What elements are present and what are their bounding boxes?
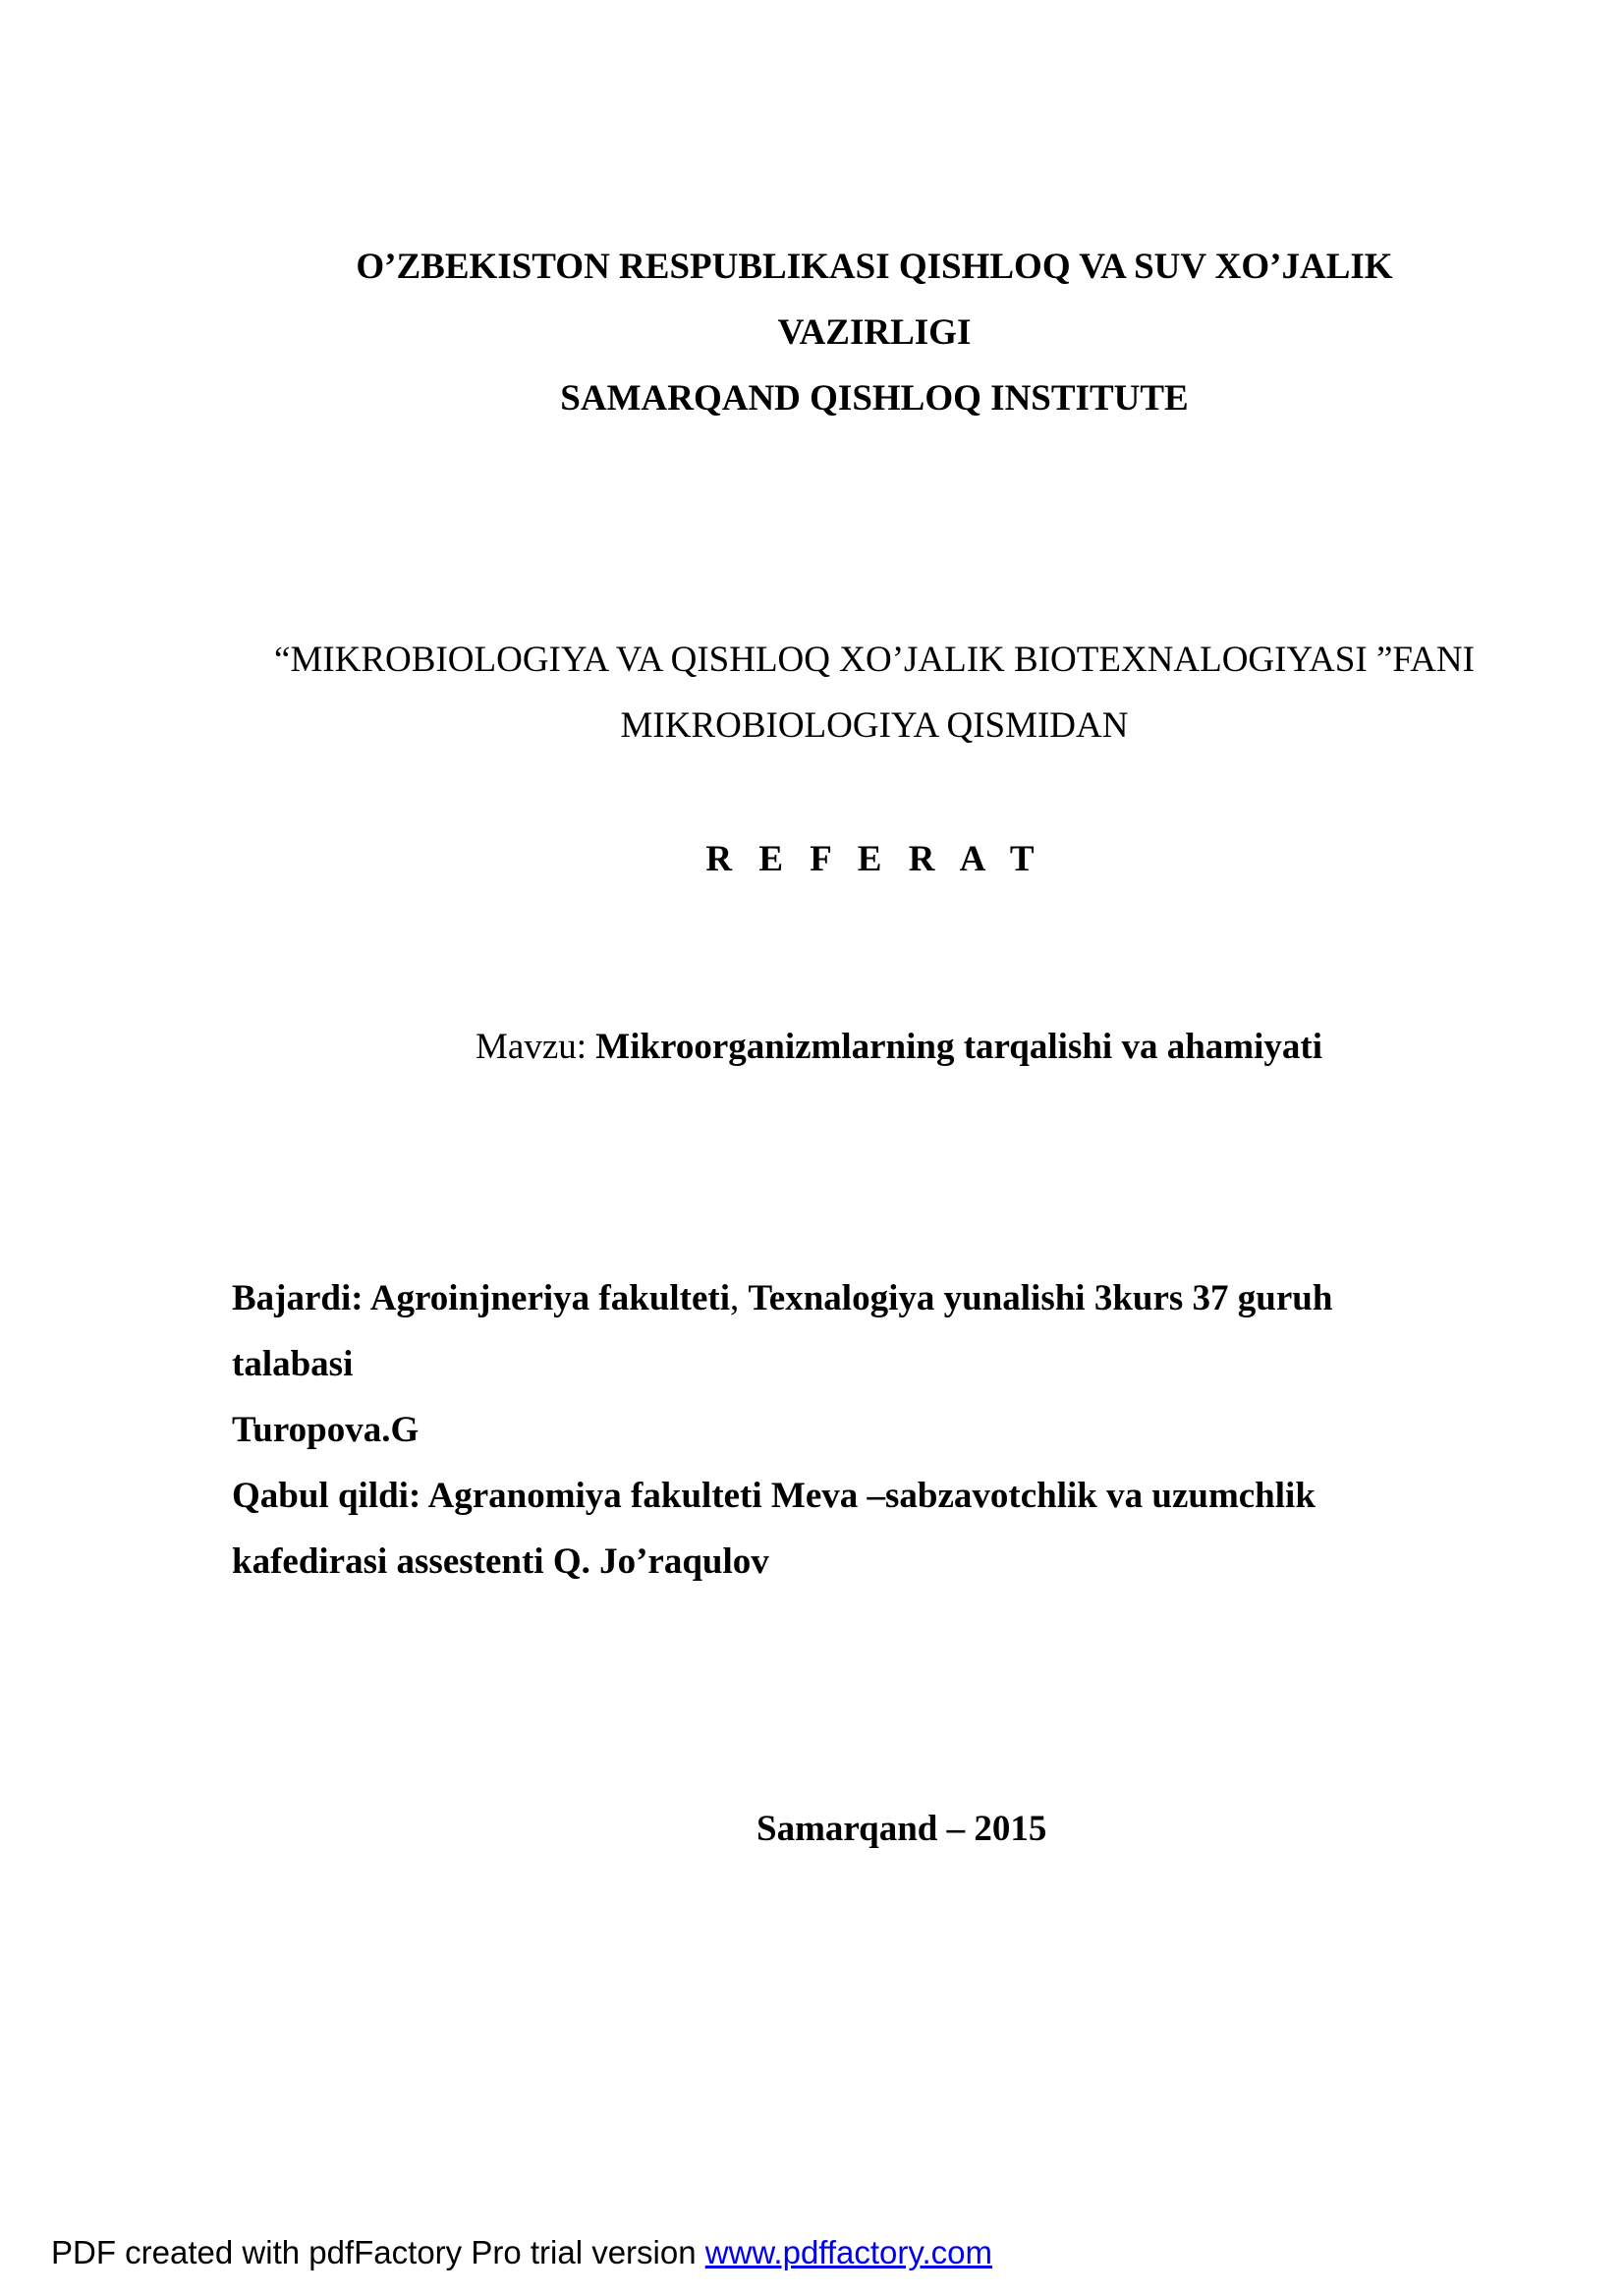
subject-line-2: MIKROBIOLOGIYA QISMIDAN: [620, 705, 1129, 746]
footer-text: PDF created with pdfFactory Pro trial version: [51, 2234, 705, 2270]
author-line-1: [232, 1277, 1332, 1319]
topic-label: Mavzu:: [476, 1027, 596, 1067]
footer-link[interactable]: www.pdffactory.com: [704, 2234, 992, 2270]
pdf-footer: [51, 2234, 992, 2271]
author-faculty: Bajardi: Agroinjneriya fakulteti: [232, 1278, 731, 1318]
ministry-title-line-2: VAZIRLIGI: [777, 312, 972, 353]
place-and-year: Samarqand – 2015: [756, 1809, 1047, 1849]
author-line-2: talabasi: [232, 1344, 354, 1384]
reviewer-line-2: kafedirasi assestenti Q. Jo’raqulov: [232, 1541, 769, 1582]
topic-value: Mikroorganizmlarning tarqalishi va ahamiyati: [595, 1027, 1322, 1067]
subject-line-1: “MIKROBIOLOGIYA VA QISHLOQ XO’JALIK BIOTEXNALOGIYASI ”FANI: [274, 640, 1475, 680]
document-type-heading: R E F E R A T: [705, 839, 1043, 879]
institute-name: SAMARQAND QISHLOQ INSTITUTE: [560, 378, 1189, 419]
ministry-title-line-1: O’ZBEKISTON RESPUBLIKASI QISHLOQ VA SUV XO’JALIK: [356, 247, 1393, 287]
author-comma: ,: [730, 1278, 749, 1318]
author-direction: Texnalogiya yunalishi 3kurs 37 guruh: [748, 1278, 1333, 1318]
reviewer-line-1: Qabul qildi: Agranomiya fakulteti Meva –sabzavotchlik va uzumchlik: [232, 1476, 1316, 1516]
topic-line: [476, 1026, 1322, 1068]
author-name: Turopova.G: [232, 1410, 420, 1450]
